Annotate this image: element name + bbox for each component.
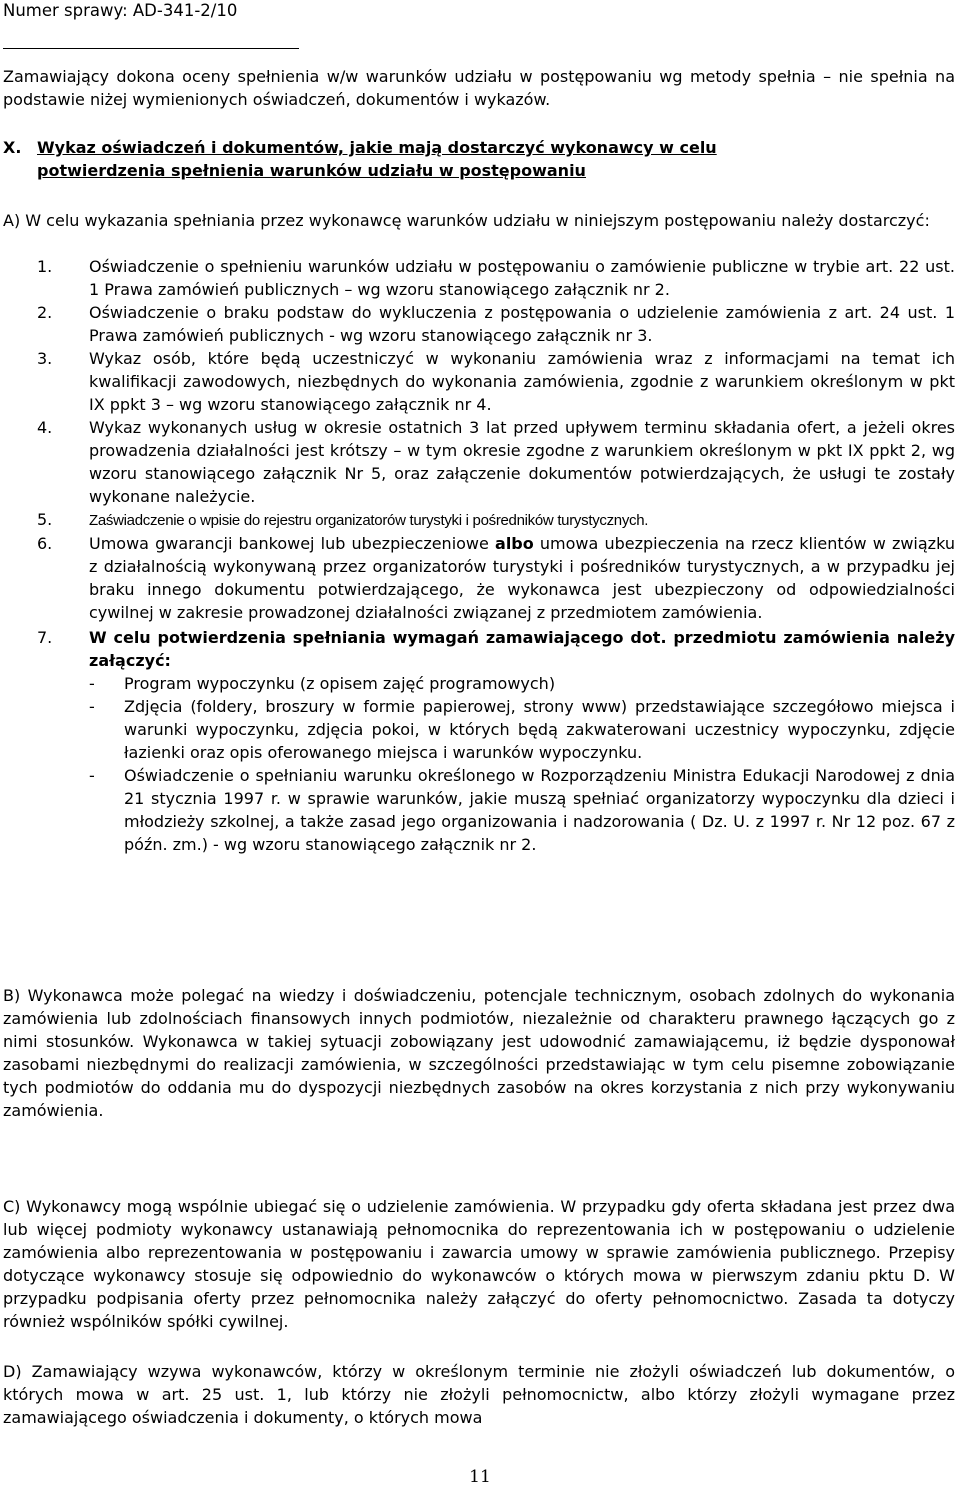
sub-list-item [89, 764, 955, 856]
section-x-heading [3, 136, 955, 182]
header-rule [3, 48, 299, 49]
item-number: 1. [37, 257, 53, 276]
list-item [3, 626, 955, 856]
item-number: 7. [37, 628, 53, 647]
dash: - [89, 697, 95, 716]
paragraph-c: C) Wykonawcy mogą wspólnie ubiegać się o udzielenie zamówienia. W przypadku gdy oferta składana jest przez dwa lub więcej podmioty wykonawcy ustanawiają pełnomocnika do reprezentowania ich w postępowaniu o udzielenie zamówienia albo reprezentowania w postępowaniu i zawarcia umowy w sprawie zamówienia publicznego. Przepisy dotyczące wykonawcy stosuje się odpowiednio do wykonawców o których mowa w pierwszym zdaniu pktu D. W przypadku podpisania oferty przez pełnomocnika należy załączyć do oferty pełnomocnictwo. Zasada ta dotyczy również wspólników spółki cywilnej. [3, 1197, 955, 1331]
item-number: 4. [37, 418, 53, 437]
document-list [3, 255, 955, 856]
sub-list-item [89, 695, 955, 764]
list-item [3, 416, 955, 508]
item-number: 3. [37, 349, 53, 368]
intro-paragraph: Zamawiający dokona oceny spełnienia w/w warunków udziału w postępowaniu wg metody spełnia – nie spełnia na podstawie niżej wymienionych oświadczeń, dokumentów i wykazów. [3, 67, 955, 109]
item-text-after: umowa ubezpieczenia na rzecz klientów w związku z działalnością wykonywaną przez organizatorów turystyki i pośredników turystycznych, a w przypadku jej braku innego dokumentu potwierdzającego, że wykonawca jest ubezpieczony od odpowiedzialności cywilnej w zakresie prowadzonej działalności związanej z przedmiotem zamówienia. [89, 534, 955, 622]
item-text: Oświadczenie o spełnieniu warunków udziału w postępowaniu o zamówienie publiczne w trybie art. 22 ust. 1 Prawa zamówień publicznych – wg wzoru stanowiącego załącznik nr 2. [89, 257, 955, 299]
item-text-before: Umowa gwarancji bankowej lub ubezpieczeniowe [89, 534, 496, 553]
item-number: 5. [37, 510, 53, 529]
section-number: X. [3, 138, 22, 157]
sub-list [89, 672, 955, 856]
list-item [3, 508, 955, 532]
case-number: Numer sprawy: AD-341-2/10 [3, 1, 238, 20]
list-item [3, 255, 955, 301]
paragraph-d: D) Zamawiający wzywa wykonawców, którzy w określonym terminie nie złożyli oświadczeń lub dokumentów, o których mowa w art. 25 ust. 1, lub którzy nie złożyli pełnomocnictw, albo którzy złożyli wymagane przez zamawiającego oświadczenia i dokumenty, o których mowa [3, 1362, 955, 1427]
section-title-line1: Wykaz oświadczeń i dokumentów, jakie mają dostarczyć wykonawcy w celu [37, 138, 717, 157]
section-title-line2: potwierdzenia spełnienia warunków udziału w postępowaniu [37, 161, 586, 180]
dash: - [89, 766, 95, 785]
list-item [3, 347, 955, 416]
item-text: Wykaz osób, które będą uczestniczyć w wykonaniu zamówienia wraz z informacjami na temat ich kwalifikacji zawodowych, niezbędnych do wykonania zamówienia, zgodnie z warunkiem określonym w pkt IX ppkt 3 – wg wzoru stanowiącego załącznik nr 4. [89, 349, 955, 414]
item-text: Oświadczenie o braku podstaw do wykluczenia z postępowania o udzielenie zamówienia z art. 24 ust. 1 Prawa zamówień publicznych - wg wzoru stanowiącego załącznik nr 3. [89, 303, 955, 345]
sub-list-item [89, 672, 955, 695]
item-text-bold: albo [495, 534, 534, 553]
paragraph-a: A) W celu wykazania spełniania przez wykonawcę warunków udziału w niniejszym postępowaniu należy dostarczyć: [3, 211, 930, 230]
list-item [3, 301, 955, 347]
page-number: 11 [469, 1467, 491, 1487]
sub-item-text: Oświadczenie o spełnianiu warunku określonego w Rozporządzeniu Ministra Edukacji Narodowej z dnia 21 stycznia 1997 r. w sprawie warunków, jakie muszą spełniać organizatorzy wypoczynku dla dzieci i młodzieży szkolnej, a także zasad jego organizowania i nadzorowania ( Dz. U. z 1997 r. Nr 12 poz. 67 z późn. zm.) - wg wzoru stanowiącego załącznik nr 2. [124, 766, 955, 854]
list-item [3, 532, 955, 624]
item-text: Wykaz wykonanych usług w okresie ostatnich 3 lat przed upływem terminu składania ofert, a jeżeli okres prowadzenia działalności jest krótszy – w tym okresie zgodne z warunkiem określonym w pkt IX ppkt 2, wg wzoru stanowiącego załącznik Nr 5, oraz załączenie dokumentów potwierdzających, że usługi te zostały wykonane należycie. [89, 418, 955, 506]
item-number: 2. [37, 303, 53, 322]
sub-item-text: Program wypoczynku (z opisem zajęć programowych) [124, 674, 556, 693]
item-text: W celu potwierdzenia spełniania wymagań zamawiającego dot. przedmiotu zamówienia należy załączyć: [89, 628, 955, 670]
sub-item-text: Zdjęcia (foldery, broszury w formie papierowej, strony www) przedstawiające szczegółowo miejsca i warunki wypoczynku, zdjęcia pokoi, w których będą zakwaterowani uczestnicy wypoczynku, zdjęcie łazienki oraz opis oferowanego miejsca i warunków wypoczynku. [124, 697, 955, 762]
item-text: Zaświadczenie o wpisie do rejestru organizatorów turystyki i pośredników turystycznych. [89, 512, 649, 529]
paragraph-b: B) Wykonawca może polegać na wiedzy i doświadczeniu, potencjale technicznym, osobach zdolnych do wykonania zamówienia lub zdolnościach finansowych innych podmiotów, niezależnie od charakteru prawnego łączących go z nimi stosunków. Wykonawca w takiej sytuacji zobowiązany jest udowodnić zamawiającemu, iż będzie dysponował zasobami niezbędnymi do realizacji zamówienia, w szczególności przedstawiając w tym celu pisemne zobowiązanie tych podmiotów do oddania mu do dyspozycji niezbędnych zasobów na okres korzystania z nich przy wykonywaniu zamówienia. [3, 986, 955, 1120]
dash: - [89, 674, 95, 693]
item-number: 6. [37, 534, 53, 553]
